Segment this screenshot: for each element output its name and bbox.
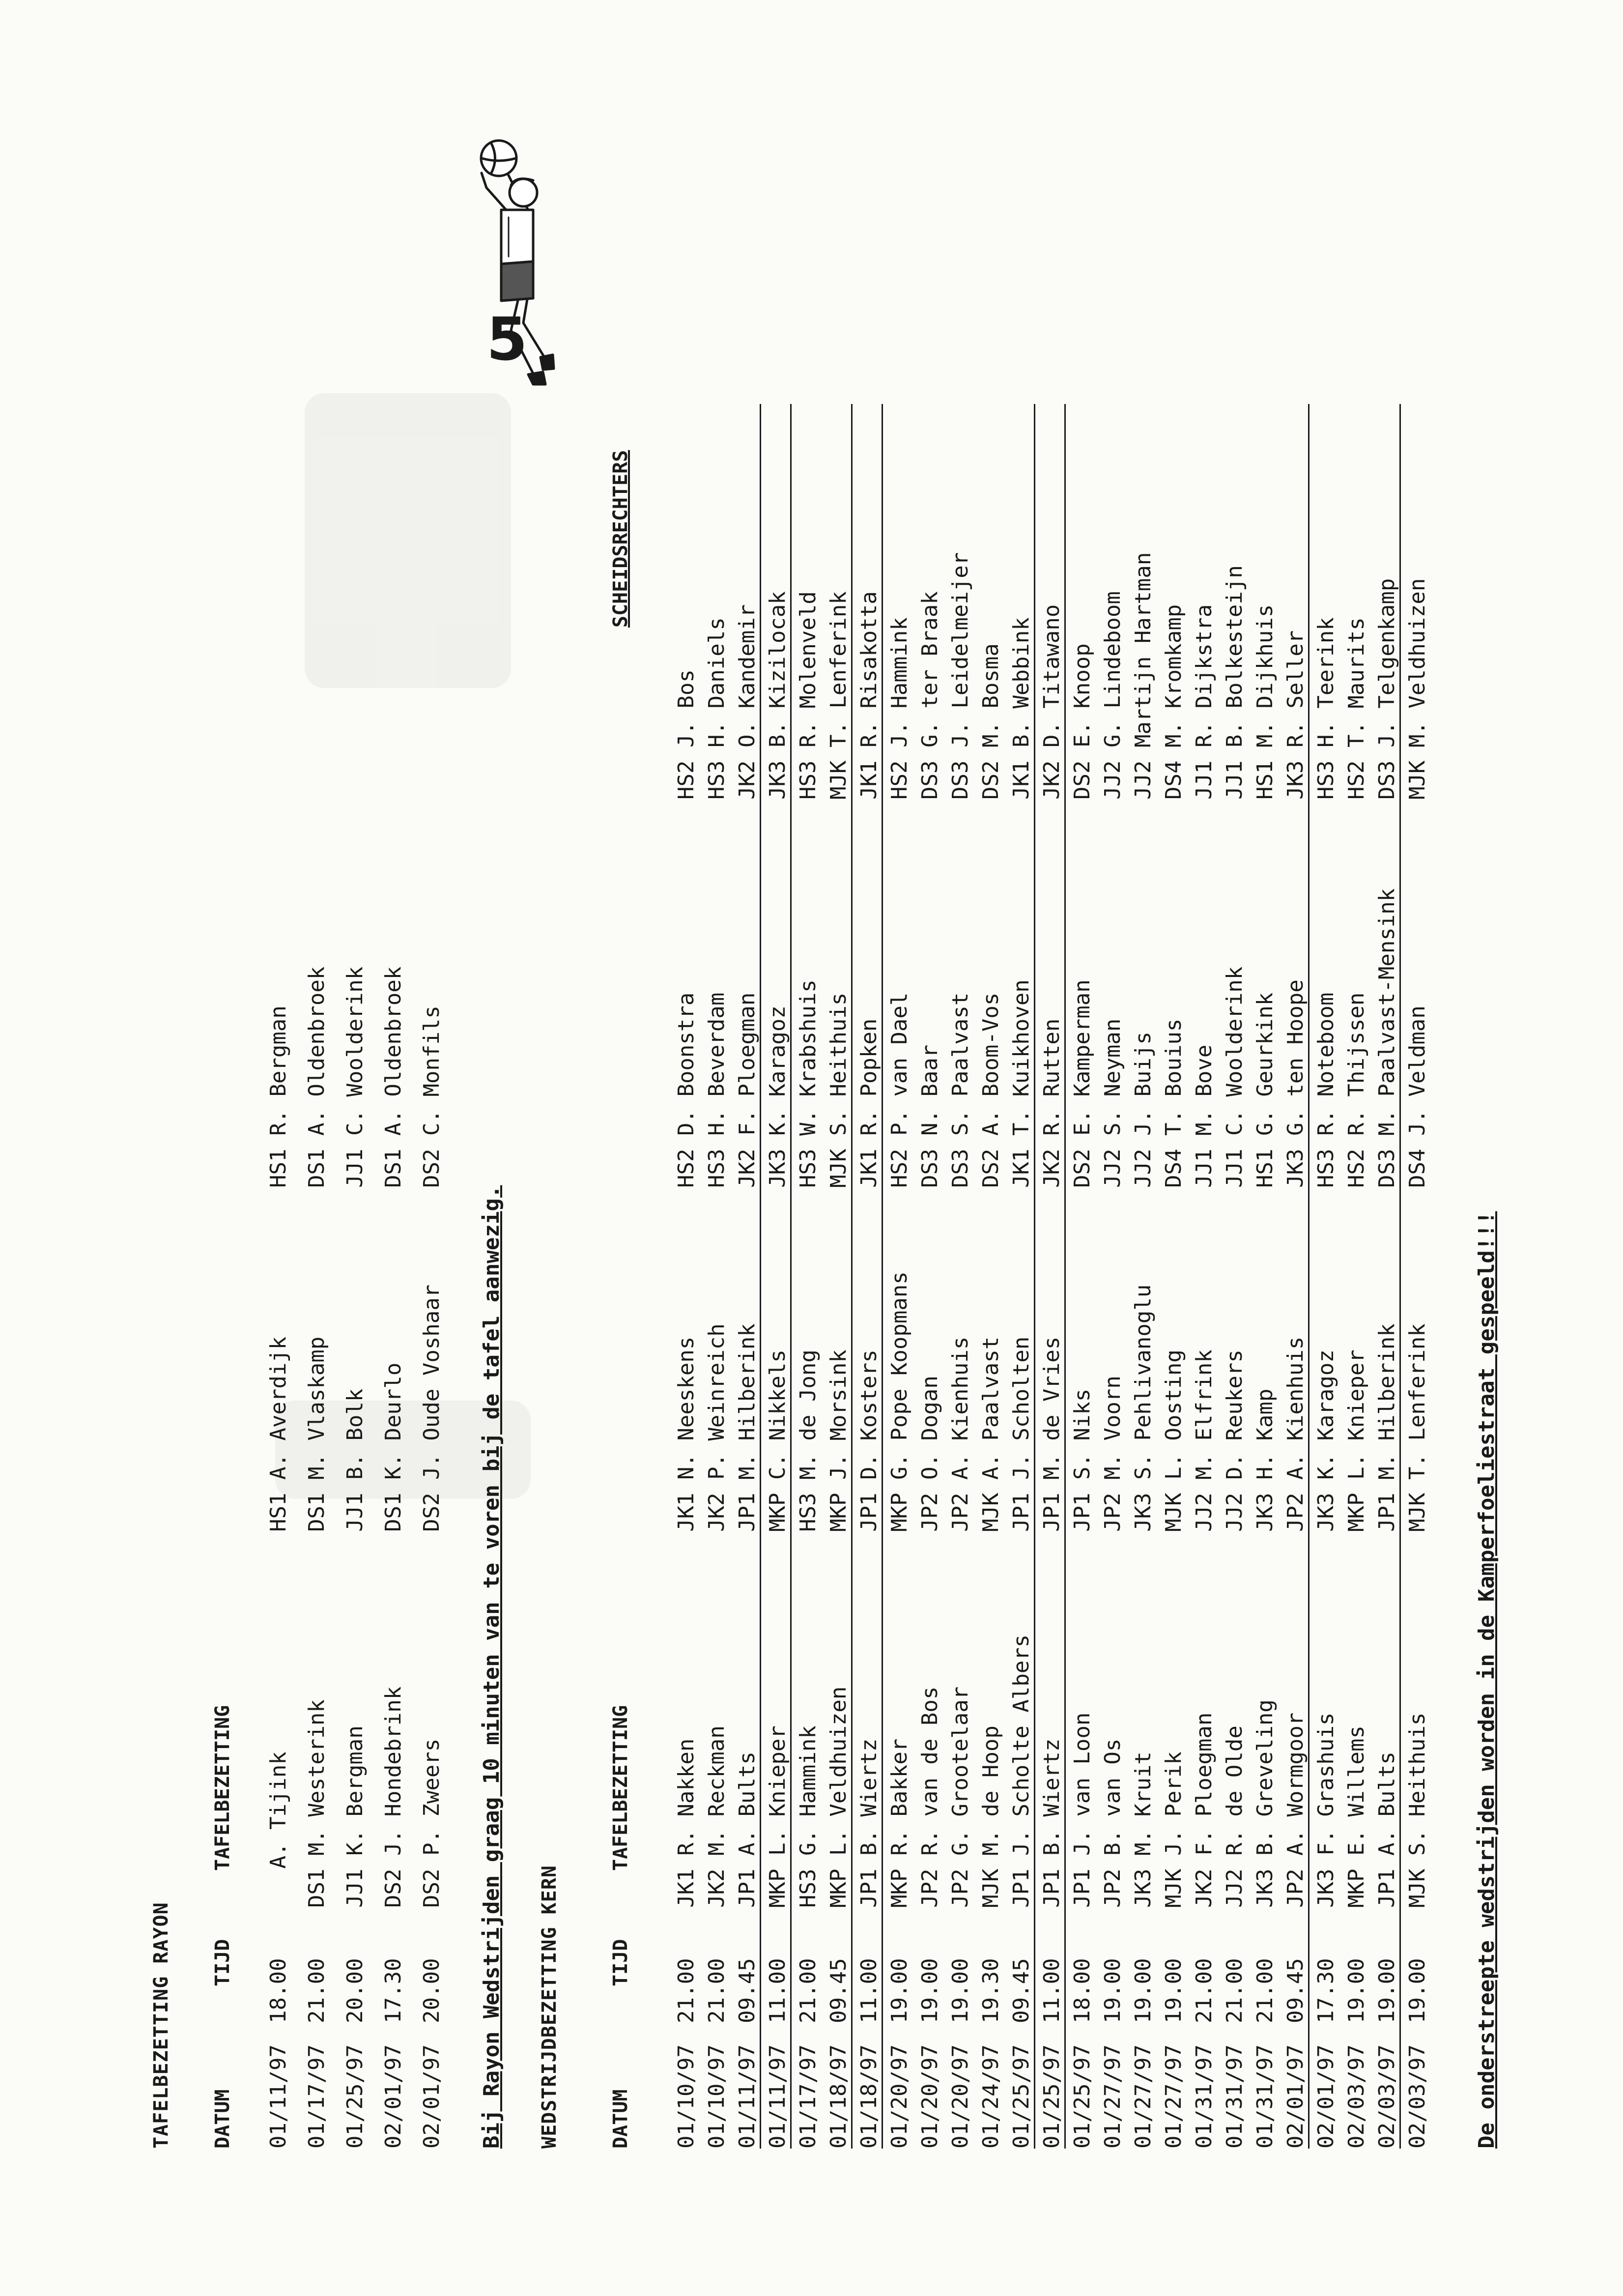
kern-date: 02/03/97 [1374, 2044, 1399, 2149]
kern-date: 01/10/97 [704, 2044, 729, 2149]
kern-table-official-1: JK3 M. Kruit [1131, 1751, 1156, 1908]
kern-referee-2: JK3 R. Seller [1283, 630, 1308, 800]
rayon-header-tijd: TIJD [211, 1939, 234, 1986]
kern-table-official-2: JK3 K. Karagoz [1313, 1349, 1338, 1532]
kern-referee-2: DS2 E. Knoop [1070, 643, 1095, 800]
kern-referee-1: JJ2 J. Buijs [1131, 1032, 1156, 1188]
underline-rule [790, 404, 792, 2149]
kern-table-official-2: JK1 N. Neeskens [674, 1336, 699, 1532]
rayon-table-official-3: HS1 R. Bergman [266, 1005, 291, 1188]
kern-referee-1: JJ1 C. Woolderink [1222, 966, 1247, 1188]
kern-date: 01/31/97 [1253, 2044, 1278, 2149]
kern-time: 21.00 [796, 1958, 821, 2023]
kern-referee-2: MJK M. Veldhuizen [1405, 578, 1430, 800]
kern-time: 19.00 [1374, 1958, 1399, 2023]
kern-table-official-1: JP2 G. Grootelaar [948, 1686, 973, 1908]
rayon-header-datum: DATUM [211, 2089, 234, 2149]
rayon-header-tafel: TAFELBEZETTING [211, 1705, 234, 1871]
kern-referee-2: DS3 J. Leidelmeijer [948, 552, 973, 800]
kern-time: 19.00 [1161, 1958, 1186, 2023]
kern-referee-1: JK1 R. Popken [856, 1018, 882, 1188]
kern-date: 02/01/97 [1313, 2044, 1338, 2149]
kern-time: 19.00 [887, 1958, 912, 2023]
basketball-player-logo [427, 129, 565, 404]
kern-date: 01/20/97 [887, 2044, 912, 2149]
rayon-time: 17.30 [381, 1958, 406, 2023]
rayon-time: 20.00 [342, 1958, 368, 2023]
kern-header-datum: DATUM [609, 2089, 632, 2149]
kern-referee-2: MJK T. Lenferink [826, 591, 851, 800]
rayon-table-official-2: JJ1 B. Bolk [342, 1388, 368, 1532]
kern-date: 01/27/97 [1161, 2044, 1186, 2149]
kern-table-official-2: JP1 M. Hilberink [1374, 1323, 1399, 1532]
kern-referee-1: HS2 D. Boonstra [674, 992, 699, 1188]
kern-table-official-1: JP1 A. Bults [735, 1751, 760, 1908]
kern-table-official-2: MJK T. Lenferink [1405, 1323, 1430, 1532]
kern-referee-2: JJ1 B. Bolkesteijn [1222, 565, 1247, 800]
kern-time: 19.00 [1100, 1958, 1125, 2023]
kern-table-official-1: JK2 F. Ploegman [1192, 1712, 1217, 1908]
rayon-table-official-3: DS1 A. Oldenbroek [381, 966, 406, 1188]
kern-header-tafel: TAFELBEZETTING [609, 1705, 632, 1871]
kern-table-official-1: MJK S. Heithuis [1405, 1712, 1430, 1908]
kern-table-official-2: MJK L. Oosting [1161, 1349, 1186, 1532]
kern-table-official-2: JP1 M. de Vries [1039, 1336, 1064, 1532]
kern-date: 01/31/97 [1222, 2044, 1247, 2149]
kern-table-official-1: JK3 F. Grashuis [1313, 1712, 1338, 1908]
kern-table-official-1: JK3 B. Greveling [1253, 1699, 1278, 1908]
kern-time: 19.30 [978, 1958, 1003, 2023]
kern-referee-2: HS2 T. Maurits [1344, 617, 1369, 800]
kern-referee-1: JK3 G. ten Hoope [1283, 979, 1308, 1188]
kern-referee-2: JJ2 G. Lindeboom [1100, 591, 1125, 800]
kern-time: 21.00 [1192, 1958, 1217, 2023]
rayon-table-official-2: DS1 M. Vlaskamp [304, 1336, 329, 1532]
kern-table-official-2: MKP G. Pope Koopmans [887, 1271, 912, 1532]
kern-referee-2: HS2 J. Hammink [887, 617, 912, 800]
kern-referee-2: JJ1 R. Dijkstra [1192, 604, 1217, 800]
kern-header-scheids: SCHEIDSRECHTERS [609, 450, 632, 628]
kern-referee-2: HS3 R. Molenveld [796, 591, 821, 800]
kern-referee-1: HS2 P. van Dael [887, 992, 912, 1188]
kern-time: 09.45 [826, 1958, 851, 2023]
kern-time: 19.00 [948, 1958, 973, 2023]
kern-referee-2: JK2 D. Titawano [1039, 604, 1064, 800]
kern-referee-2: DS2 M. Bosma [978, 643, 1003, 800]
kern-table-official-1: MJK M. de Hoop [978, 1725, 1003, 1908]
kern-referee-1: DS2 E. Kamperman [1070, 979, 1095, 1188]
kern-title: WEDSTRIJDBEZETTING KERN [538, 1865, 561, 2149]
kern-table-official-1: JP1 B. Wiertz [856, 1738, 882, 1908]
rayon-date: 02/01/97 [419, 2044, 444, 2149]
kern-table-official-2: JK3 S. Pehlivanoglu [1131, 1284, 1156, 1532]
kern-referee-2: DS3 G. ter Braak [917, 591, 942, 800]
kern-table-official-1: JP1 J. Scholte Albers [1009, 1634, 1034, 1908]
kern-referee-1: DS4 T. Bouius [1161, 1018, 1186, 1188]
kern-table-official-2: JP1 D. Kosters [856, 1349, 882, 1532]
rayon-time: 20.00 [419, 1958, 444, 2023]
team-number-5: 5 [486, 306, 528, 374]
kern-time: 21.00 [704, 1958, 729, 2023]
kern-date: 01/27/97 [1131, 2044, 1156, 2149]
kern-referee-1: HS3 H. Beverdam [704, 992, 729, 1188]
kern-table-official-1: JP1 B. Wiertz [1039, 1738, 1064, 1908]
underline-rule [760, 404, 761, 2149]
kern-referee-2: HS3 H. Teerink [1313, 617, 1338, 800]
kern-date: 01/25/97 [1070, 2044, 1095, 2149]
kern-time: 17.30 [1313, 1958, 1338, 2023]
kern-time: 11.00 [856, 1958, 882, 2023]
kern-date: 01/20/97 [917, 2044, 942, 2149]
kern-table-official-1: MJK J. Perik [1161, 1751, 1186, 1908]
underline-rule [882, 404, 883, 2149]
kern-date: 01/10/97 [674, 2044, 699, 2149]
kern-time: 09.45 [1283, 1958, 1308, 2023]
kern-referee-1: JJ1 M. Bove [1192, 1044, 1217, 1188]
kern-table-official-1: JP2 B. van Os [1100, 1738, 1125, 1908]
kern-table-official-2: HS3 M. de Jong [796, 1349, 821, 1532]
kern-date: 01/25/97 [1039, 2044, 1064, 2149]
kern-table-official-2: MJK A. Paalvast [978, 1336, 1003, 1532]
kern-referee-1: DS4 J. Veldman [1405, 1005, 1430, 1188]
kern-header-tijd: TIJD [609, 1939, 632, 1986]
kern-referee-1: HS2 R. Thijssen [1344, 992, 1369, 1188]
kern-table-official-2: JJ2 M. Elfrink [1192, 1349, 1217, 1532]
kern-date: 01/11/97 [735, 2044, 760, 2149]
kern-table-official-1: MKP L. Veldhuizen [826, 1686, 851, 1908]
kern-table-official-2: JJ2 D. Reukers [1222, 1349, 1247, 1532]
kern-time: 19.00 [1344, 1958, 1369, 2023]
kern-table-official-2: JK3 H. Kamp [1253, 1388, 1278, 1532]
rayon-table-official-3: DS1 A. Oldenbroek [304, 966, 329, 1188]
kern-table-official-1: MKP E. Willems [1344, 1725, 1369, 1908]
kern-date: 01/11/97 [765, 2044, 790, 2149]
kern-referee-2: JK1 R. Risakotta [856, 591, 882, 800]
underline-rule [1034, 404, 1035, 2149]
underline-rule [1064, 404, 1066, 2149]
kern-referee-1: MJK S. Heithuis [826, 992, 851, 1188]
kern-date: 01/18/97 [826, 2044, 851, 2149]
rayon-title: TAFELBEZETTING RAYON [150, 1902, 172, 2149]
kern-time: 21.00 [1253, 1958, 1278, 2023]
kern-referee-2: HS3 H. Daniels [704, 617, 729, 800]
kern-table-official-1: JP2 R. van de Bos [917, 1686, 942, 1908]
rayon-date: 02/01/97 [381, 2044, 406, 2149]
kern-table-official-1: JK1 R. Nakken [674, 1738, 699, 1908]
kern-table-official-1: JP1 J. van Loon [1070, 1712, 1095, 1908]
kern-time: 21.00 [1222, 1958, 1247, 2023]
kern-referee-1: HS1 G. Geurkink [1253, 992, 1278, 1188]
kern-referee-2: JJ2 Martijn Hartman [1131, 552, 1156, 800]
kern-date: 01/25/97 [1009, 2044, 1034, 2149]
rayon-table-official-2: HS1 A. Averdijk [266, 1336, 291, 1532]
kern-date: 01/24/97 [978, 2044, 1003, 2149]
kern-table-official-2: JP1 S. Niks [1070, 1388, 1095, 1532]
kern-referee-1: DS3 M. Paalvast-Mensink [1374, 888, 1399, 1188]
rayon-time: 18.00 [266, 1958, 291, 2023]
kern-time: 18.00 [1070, 1958, 1095, 2023]
kern-referee-2: DS3 J. Telgenkamp [1374, 578, 1399, 800]
kern-referee-2: HS1 M. Dijkhuis [1253, 604, 1278, 800]
kern-referee-1: JK3 K. Karagoz [765, 1005, 790, 1188]
underline-rule [1399, 404, 1401, 2149]
rayon-table-official-1: DS2 P. Zweers [419, 1738, 444, 1908]
kern-table-official-2: JP1 J. Scholten [1009, 1336, 1034, 1532]
kern-date: 01/20/97 [948, 2044, 973, 2149]
rayon-table-official-3: DS2 C. Monfils [419, 1005, 444, 1188]
kern-table-official-2: MKP J. Morsink [826, 1349, 851, 1532]
kern-referee-2: JK3 B. Kizilocak [765, 591, 790, 800]
kern-time: 21.00 [674, 1958, 699, 2023]
kern-time: 09.45 [1009, 1958, 1034, 2023]
kern-date: 02/01/97 [1283, 2044, 1308, 2149]
kern-referee-1: JK1 T. Kuikhoven [1009, 979, 1034, 1188]
kern-referee-1: DS3 N. Baar [917, 1044, 942, 1188]
kern-table-official-1: HS3 G. Hammink [796, 1725, 821, 1908]
kern-table-official-2: JK2 P. Weinreich [704, 1323, 729, 1532]
kern-table-official-2: JP2 A. Kienhuis [948, 1336, 973, 1532]
kern-date: 02/03/97 [1405, 2044, 1430, 2149]
kern-table-official-1: MKP R. Bakker [887, 1738, 912, 1908]
kern-table-official-1: MKP L. Knieper [765, 1725, 790, 1908]
kern-referee-2: DS4 M. Kromkamp [1161, 604, 1186, 800]
rayon-table-official-2: DS2 J. Oude Voshaar [419, 1284, 444, 1532]
kern-referee-1: DS3 S. Paalvast [948, 992, 973, 1188]
kern-referee-1: JK2 F. Ploegman [735, 992, 760, 1188]
kern-date: 01/18/97 [856, 2044, 882, 2149]
kern-table-official-2: MKP C. Nikkels [765, 1349, 790, 1532]
kern-table-official-1: JP1 A. Bults [1374, 1751, 1399, 1908]
kern-date: 01/27/97 [1100, 2044, 1125, 2149]
kern-note: De onderstreepte wedstrijden worden in de Kamperfoeliestraat gespeeld!!! [1474, 1211, 1499, 2149]
rayon-table-official-2: DS1 K. Deurlo [381, 1362, 406, 1532]
kern-time: 19.00 [1405, 1958, 1430, 2023]
rayon-date: 01/17/97 [304, 2044, 329, 2149]
kern-table-official-2: JP2 M. Voorn [1100, 1376, 1125, 1532]
kern-date: 01/17/97 [796, 2044, 821, 2149]
kern-table-official-1: JP2 A. Wormgoor [1283, 1712, 1308, 1908]
kern-time: 11.00 [765, 1958, 790, 2023]
kern-table-official-2: JP2 O. Dogan [917, 1376, 942, 1532]
rayon-table-official-1: DS1 M. Westerink [304, 1699, 329, 1908]
rayon-table-official-1: DS2 J. Hondebrink [381, 1686, 406, 1908]
kern-referee-1: JJ2 S. Neyman [1100, 1018, 1125, 1188]
kern-referee-1: HS3 R. Noteboom [1313, 992, 1338, 1188]
kern-time: 09.45 [735, 1958, 760, 2023]
kern-table-official-1: JJ2 R. de Olde [1222, 1725, 1247, 1908]
kern-table-official-2: MKP L. Knieper [1344, 1349, 1369, 1532]
kern-table-official-2: JP1 M. Hilberink [735, 1323, 760, 1532]
kern-referee-1: DS2 A. Boom-Vos [978, 992, 1003, 1188]
kern-time: 19.00 [917, 1958, 942, 2023]
kern-referee-1: HS3 W. Krabshuis [796, 979, 821, 1188]
rayon-date: 01/11/97 [266, 2044, 291, 2149]
kern-date: 01/31/97 [1192, 2044, 1217, 2149]
kern-table-official-2: JP2 A. Kienhuis [1283, 1336, 1308, 1532]
kern-date: 02/03/97 [1344, 2044, 1369, 2149]
kern-time: 11.00 [1039, 1958, 1064, 2023]
rayon-note: Bij Rayon Wedstrijden graag 10 minuten van te voren bij de tafel aanwezig. [479, 1185, 504, 2149]
rayon-date: 01/25/97 [342, 2044, 368, 2149]
rayon-table-official-1: A. Tijink [266, 1751, 291, 1908]
underline-rule [851, 404, 853, 2149]
kern-time: 19.00 [1131, 1958, 1156, 2023]
kern-table-official-1: JK2 M. Reckman [704, 1725, 729, 1908]
kern-referee-2: JK1 B. Webbink [1009, 617, 1034, 800]
underline-rule [1308, 404, 1310, 2149]
kern-referee-2: HS2 J. Bos [674, 669, 699, 800]
kern-referee-1: JK2 R. Rutten [1039, 1018, 1064, 1188]
rayon-table-official-3: JJ1 C. Woolderink [342, 966, 368, 1188]
kern-referee-2: JK2 O. Kandemir [735, 604, 760, 800]
rayon-time: 21.00 [304, 1958, 329, 2023]
rayon-table-official-1: JJ1 K. Bergman [342, 1725, 368, 1908]
